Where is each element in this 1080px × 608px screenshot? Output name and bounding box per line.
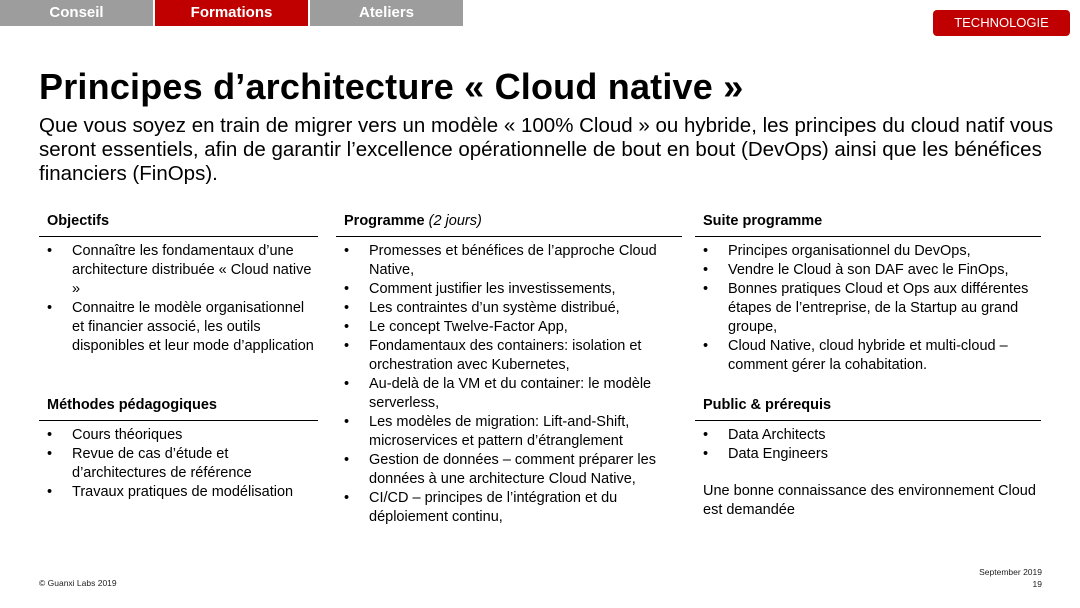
objectifs-list [39, 242, 318, 356]
programme-heading [336, 210, 682, 237]
list-item: • Connaître les fondamentaux d’une architecture distribuée « Cloud native » [39, 242, 318, 299]
list-item: • Cloud Native, cloud hybride et multi-cloud – comment gérer la cohabitation. [695, 337, 1041, 375]
tab-formations[interactable]: Formations [155, 0, 308, 26]
suite-heading: Suite programme [695, 210, 1041, 237]
methodes-section [39, 394, 318, 502]
programme-heading-label: Programme [344, 213, 425, 229]
methodes-list [39, 426, 318, 502]
page-number: 19 [1032, 579, 1042, 589]
objectifs-section [39, 210, 318, 356]
programme-section [336, 210, 682, 527]
prerequis-note: Une bonne connaissance des environnement Cloud est demandée [703, 483, 1036, 518]
suite-list [695, 242, 1041, 375]
list-item: • Au-delà de la VM et du container: le modèle serverless, [336, 375, 682, 413]
copyright: © Guanxi Labs 2019 [39, 578, 117, 588]
list-item: • Revue de cas d’étude et d’architectures de référence [39, 445, 318, 483]
list-item: • Le concept Twelve-Factor App, [336, 318, 682, 337]
programme-list [336, 242, 682, 527]
list-item: • Comment justifier les investissements, [336, 280, 682, 299]
list-item: • Data Engineers [695, 445, 1041, 464]
list-item: • Gestion de données – comment préparer les données à une architecture Cloud Native, [336, 451, 682, 489]
list-item: • Principes organisationnel du DevOps, [695, 242, 1041, 261]
list-item: • Les modèles de migration: Lift-and-Shift, microservices et pattern d’étranglement [336, 413, 682, 451]
tab-conseil[interactable]: Conseil [0, 0, 153, 26]
list-item: • Vendre le Cloud à son DAF avec le FinOps, [695, 261, 1041, 280]
tab-ateliers[interactable]: Ateliers [310, 0, 463, 26]
methodes-heading: Méthodes pédagogiques [39, 394, 318, 421]
public-heading: Public & prérequis [695, 394, 1041, 421]
programme-duration: (2 jours) [428, 213, 482, 229]
suite-section [695, 210, 1041, 375]
public-section [695, 394, 1041, 520]
list-item: • Bonnes pratiques Cloud et Ops aux différentes étapes de l’entreprise, de la Startup au grand groupe, [695, 280, 1041, 337]
list-item: • CI/CD – principes de l’intégration et du déploiement continu, [336, 489, 682, 527]
list-item: • Les contraintes d’un système distribué, [336, 299, 682, 318]
list-item: • Travaux pratiques de modélisation [39, 483, 318, 502]
public-list [695, 426, 1041, 464]
list-item: • Fondamentaux des containers: isolation et orchestration avec Kubernetes, [336, 337, 682, 375]
footer-meta [979, 566, 1042, 590]
objectifs-heading: Objectifs [39, 210, 318, 237]
list-item: • Promesses et bénéfices de l’approche Cloud Native, [336, 242, 682, 280]
nav-tabs [0, 0, 465, 26]
list-item: • Connaitre le modèle organisationnel et financier associé, les outils disponibles et leur mode d’application [39, 299, 318, 356]
footer-date: September 2019 [979, 567, 1042, 577]
list-item: • Cours théoriques [39, 426, 318, 445]
category-badge: TECHNOLOGIE [933, 10, 1070, 36]
page-title: Principes d’architecture « Cloud native » [39, 66, 744, 107]
intro-text: Que vous soyez en train de migrer vers un modèle « 100% Cloud » ou hybride, les principes du cloud natif vous seront essentiels, afin de garantir l’excellence opérationnelle de bout en bout (DevOps) ainsi que les bénéfices financiers (FinOps). [39, 114, 1054, 185]
list-item: • Data Architects [695, 426, 1041, 445]
